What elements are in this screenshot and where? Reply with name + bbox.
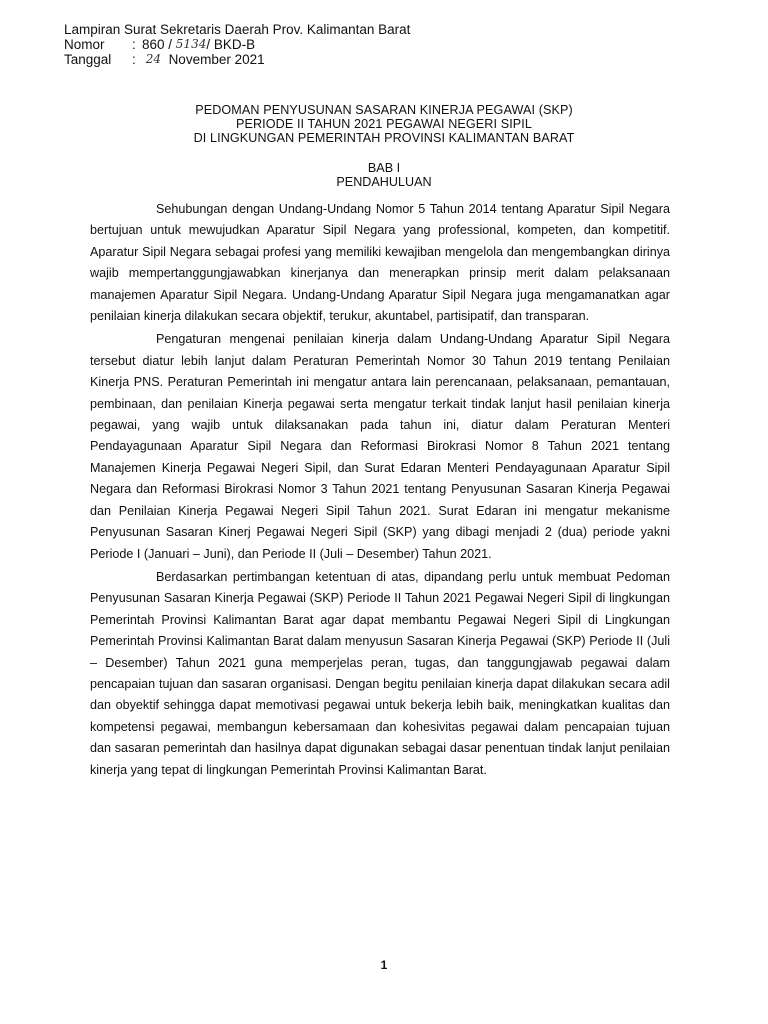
page-number: 1 xyxy=(380,958,388,972)
nomor-suffix: / BKD-B xyxy=(206,37,256,52)
nomor-label: Nomor xyxy=(64,37,105,52)
body-text xyxy=(90,199,670,783)
tanggal-month-year: November 2021 xyxy=(168,52,265,67)
tanggal-separator: : xyxy=(132,52,136,67)
paragraph-1: Sehubungan dengan Undang-Undang Nomor 5 Tahun 2014 tentang Aparatur Sipil Negara bertujuan untuk mewujudkan Aparatur Sipil Negara yang professional, kompeten, dan kompetitif. Aparatur Sipil Negara sebagai profesi yang memiliki kewajiban mengelola dan mengembangkan dirinya wajib mempertanggungjawabkan kinerjanya dan menerapkan prinsip merit dalam pelaksanaan manajemen Aparatur Sipil Negara. Undang-Undang Aparatur Sipil Negara juga mengamanatkan agar penilaian kinerja dilakukan secara objektif, terukur, akuntabel, partisipatif, dan transparan. xyxy=(90,202,670,324)
title-line-1: PEDOMAN PENYUSUNAN SASARAN KINERJA PEGAWAI (SKP) xyxy=(195,103,573,117)
chapter-number: BAB I xyxy=(367,161,401,175)
paragraph-3: Berdasarkan pertimbangan ketentuan di atas, dipandang perlu untuk membuat Pedoman Penyusunan Sasaran Kinerja Pegawai (SKP) Periode II Tahun 2021 Pegawai Negeri Sipil di lingkungan Pemerintah Provinsi Kalimantan Barat agar dapat membantu Pegawai Negeri Sipil di Lingkungan Pemerintah Provinsi Kalimantan Barat dalam menyusun Sasaran Kinerja Pegawai (SKP) Periode II (Juli – Desember) Tahun 2021 guna memperjelas peran, tugas, dan tanggungjawab pegawai dalam pencapaian tujuan dan sasaran organisasi. Dengan begitu penilaian kinerja dapat dilakukan secara adil dan obyektif sehingga dapat memotivasi pegawai untuk bekerja lebih baik, meningkatkan kualitas dan kompetensi pegawai, membangun kebersamaan dan kohesivitas pegawai dalam pencapaian tujuan dan sasaran pemerintah dan hasilnya dapat digunakan sebagai dasar penentuan tindak lanjut penilaian kinerja yang tepat di lingkungan Pemerintah Provinsi Kalimantan Barat. xyxy=(90,569,670,777)
letter-reference-header xyxy=(64,22,410,67)
nomor-prefix: 860 / xyxy=(142,37,173,52)
nomor-handwritten-number: 5134 xyxy=(175,37,207,51)
tanggal-row xyxy=(64,52,410,67)
paragraph-2: Pengaturan mengenai penilaian kinerja dalam Undang-Undang Aparatur Sipil Negara tersebut diatur lebih lanjut dalam Peraturan Pemerintah Nomor 30 Tahun 2019 tentang Penilaian Kinerja PNS. Peraturan Pemerintah ini mengatur antara lain perencanaan, pelaksanaan, pemantauan, pembinaan, dan penilaian Kinerja pegawai serta mengatur terkait tindak lanjut hasil penilaian kinerja pegawai, yang wajib untuk dilaksanakan pada tahun ini, diatur dalam Peraturan Menteri Pendayagunaan Aparatur Sipil Negara dan Reformasi Birokrasi Nomor 8 Tahun 2021 tentang Manajemen Kinerja Pegawai Negeri Sipil, dan Surat Edaran Menteri Pendayagunaan Aparatur Sipil Negara dan Reformasi Birokrasi Nomor 3 Tahun 2021 tentang Penyusunan Sasaran Kinerja Pegawai dan Penilaian Kinerja Pegawai Negeri Sipil Tahun 2021. Surat Edaran ini mengatur mekanisme Penyusunan Sasaran Kinerj Pegawai Negeri Sipil (SKP) yang dibagi menjadi 2 (dua) periode yakni Periode I (Januari – Juni), dan Periode II (Juli – Desember) Tahun 2021. xyxy=(90,332,670,561)
chapter-heading xyxy=(0,161,768,189)
tanggal-label: Tanggal xyxy=(64,52,112,67)
attachment-text: Lampiran Surat Sekretaris Daerah Prov. Kalimantan Barat xyxy=(64,22,411,37)
tanggal-handwritten-day: 24 xyxy=(145,52,162,66)
title-line-2: PERIODE II TAHUN 2021 PEGAWAI NEGERI SIPIL xyxy=(235,117,533,131)
nomor-separator: : xyxy=(132,37,136,52)
chapter-name: PENDAHULUAN xyxy=(336,175,432,189)
nomor-row xyxy=(64,37,410,52)
document-title xyxy=(0,103,768,145)
title-line-3: DI LINGKUNGAN PEMERINTAH PROVINSI KALIMANTAN BARAT xyxy=(193,131,575,145)
attachment-line xyxy=(64,22,410,37)
